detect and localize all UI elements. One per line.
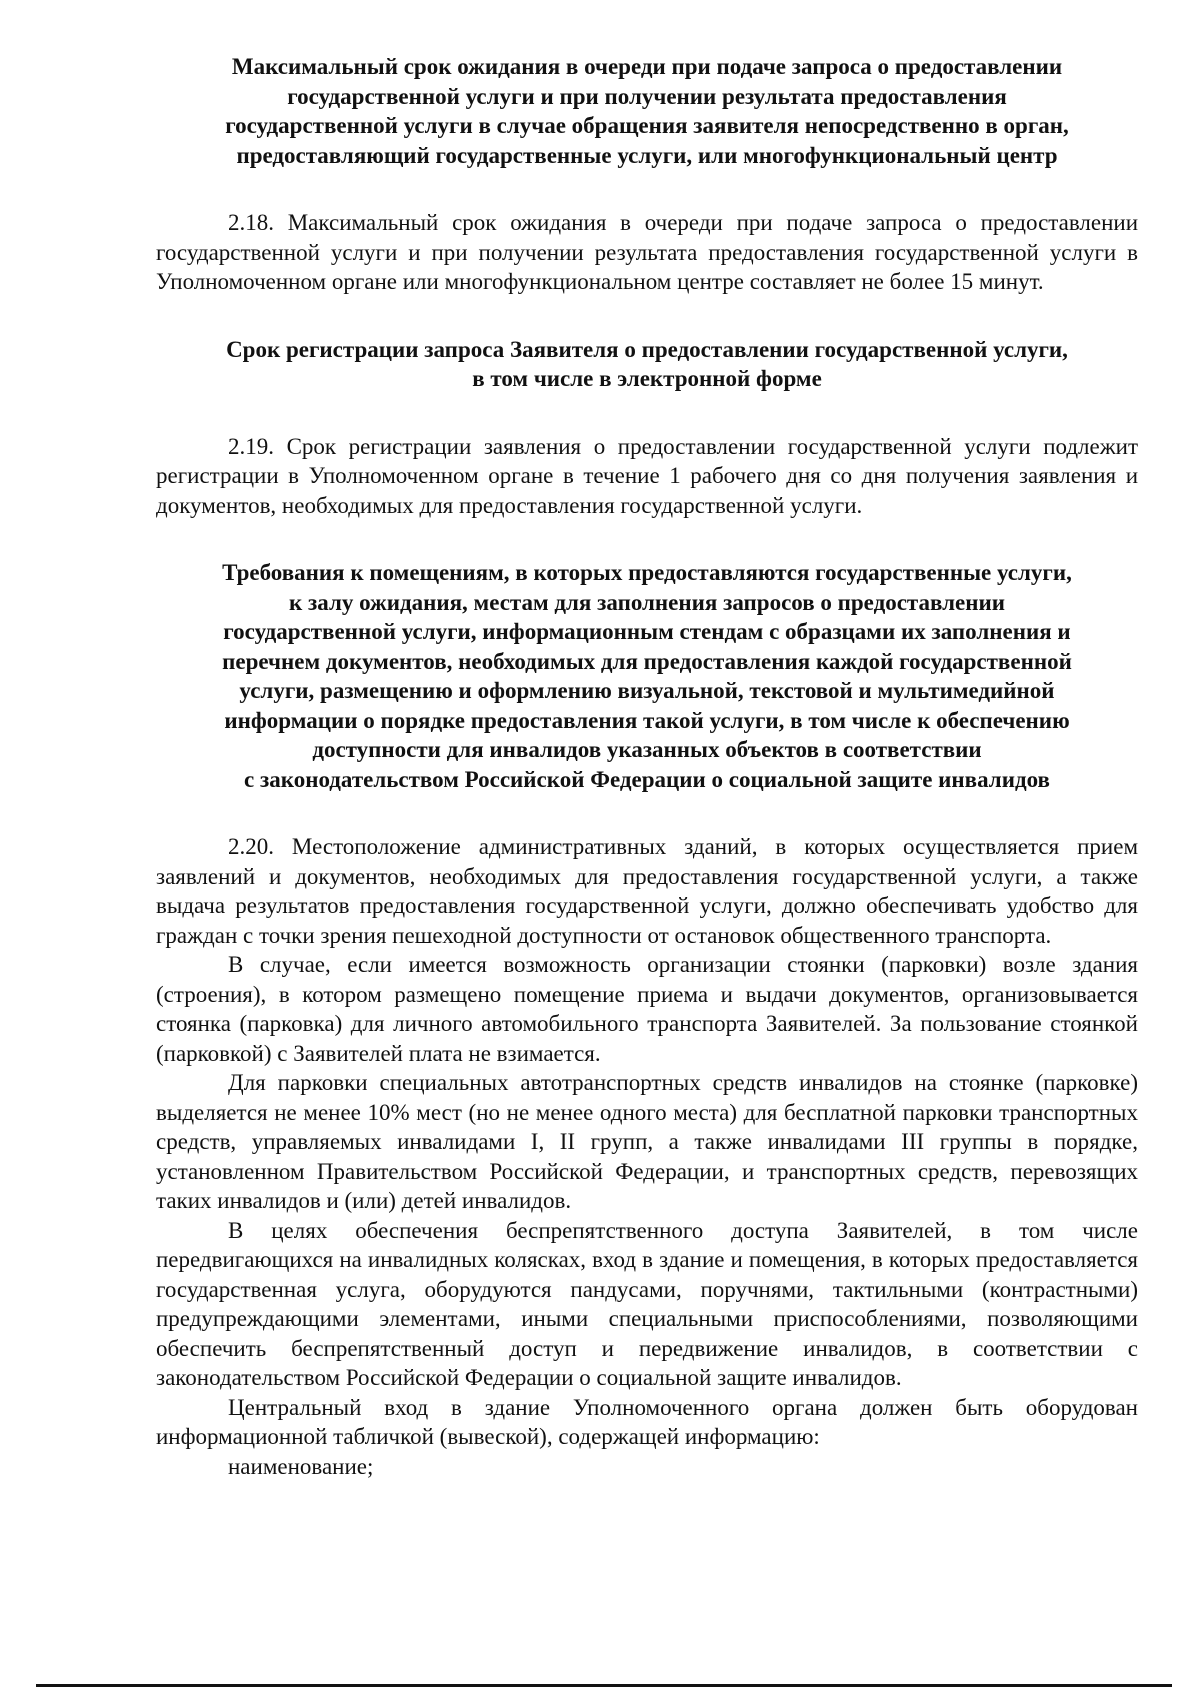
spacer — [156, 794, 1138, 832]
spacer — [156, 170, 1138, 208]
section-heading-premises-requirements — [156, 558, 1138, 794]
heading-line: доступности для инвалидов указанных объектов в соответствии — [312, 737, 982, 762]
spacer — [156, 394, 1138, 432]
heading-line: государственной услуги в случае обращения заявителя непосредственно в орган, — [225, 113, 1069, 138]
heading-line: предоставляющий государственные услуги, или многофункциональный центр — [236, 142, 1058, 168]
paragraph-disabled-parking: Для парковки специальных автотранспортных средств инвалидов на стоянке (парковке) выделяется не менее 10% мест (но не менее одного места) для бесплатной парковки транспортных средств, управляемых инвалидами I, II групп, а также инвалидами III группы в порядке, установленном Правительством Российской Федерации, и транспортных средств, перевозящих таких инвалидов и (или) детей инвалидов. — [156, 1070, 1138, 1213]
paragraph-2-18: 2.18. Максимальный срок ожидания в очереди при подаче запроса о предоставлении государственной услуги и при получении результата предоставления государственной услуги в Уполномоченном органе или многофункциональном центре составляет не более 15 минут. — [156, 210, 1138, 294]
heading-line: перечнем документов, необходимых для предоставления каждой государственной — [222, 648, 1072, 674]
heading-line: Максимальный срок ожидания в очереди при подаче запроса о предоставлении — [231, 54, 1063, 79]
section-heading-registration-term — [156, 335, 1138, 394]
paragraph-name-item: наименование; — [228, 1453, 374, 1479]
heading-line: услуги, размещению и оформлению визуальной, текстовой и мультимедийной — [239, 678, 1055, 703]
paragraph-parking: В случае, если имеется возможность организации стоянки (парковки) возле здания (строения), в котором размещено помещение приема и выдачи документов, организовывается стоянка (парковка) для личного автомобильного транспорта Заявителей. За пользование стоянкой (парковкой) с Заявителей плата не взимается. — [156, 952, 1138, 1066]
spacer — [156, 297, 1138, 335]
heading-line: в том числе в электронной форме — [472, 366, 822, 391]
paragraph-2-19: 2.19. Срок регистрации заявления о предоставлении государственной услуги подлежит регистрации в Уполномоченном органе в течение 1 рабочего дня со дня получения заявления и документов, необходимых для предоставления государственной услуги. — [156, 433, 1138, 518]
section-heading-queue-time — [156, 52, 1138, 170]
page-bottom-rule — [36, 1684, 1172, 1687]
paragraph-2-20: 2.20. Местоположение административных зданий, в которых осуществляется прием заявлений и документов, необходимых для предоставления государственной услуги, а также выдача результатов предоставления государственной услуги, должно обеспечивать удобство для граждан с точки зрения пешеходной доступности от остановок общественного транспорта. — [156, 834, 1138, 948]
heading-line: с законодательством Российской Федерации о социальной защите инвалидов — [244, 766, 1050, 792]
paragraph-accessibility: В целях обеспечения беспрепятственного доступа Заявителей, в том числе передвигающихся на инвалидных колясках, вход в здание и помещения, в которых предоставляется государственная услуга, оборудуются пандусами, поручнями, тактильными (контрастными) предупреждающими элементами, иными специальными приспособлениями, позволяющими обеспечить беспрепятственный доступ и передвижение инвалидов, в соответствии с законодательством Российской Федерации о социальной защите инвалидов. — [156, 1217, 1138, 1390]
heading-line: информации о порядке предоставления такой услуги, в том числе к обеспечению — [224, 707, 1070, 733]
heading-line: государственной услуги, информационным стендам с образцами их заполнения и — [223, 619, 1071, 644]
heading-line: к залу ожидания, местам для заполнения запросов о предоставлении — [289, 589, 1005, 615]
heading-line: Срок регистрации запроса Заявителя о предоставлении государственной услуги, — [226, 336, 1068, 362]
paragraph-entrance-sign: Центральный вход в здание Уполномоченного органа должен быть оборудован информационной табличкой (вывеской), содержащей информацию: — [156, 1394, 1138, 1449]
document-page — [156, 52, 1138, 1481]
spacer — [156, 520, 1138, 558]
heading-line: Требования к помещениям, в которых предоставляются государственные услуги, — [222, 560, 1072, 585]
heading-line: государственной услуги и при получении результата предоставления — [287, 83, 1007, 109]
